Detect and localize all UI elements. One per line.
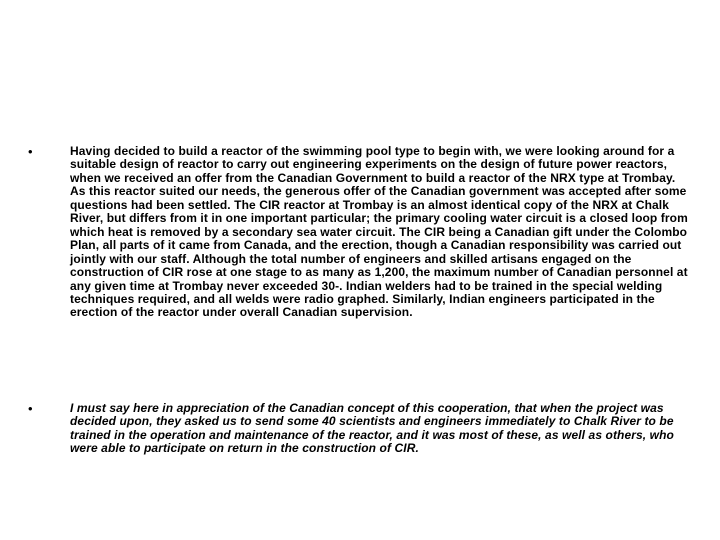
bullet-paragraph-canadian-cooperation: I must say here in appreciation of the Canadian concept of this cooperation, that when the project was decided upon, they asked us to send some 40 scientists and engineers immediately to Chalk River to be trained in the operation and maintenance of the reactor, and it was most of these, as well as others, who were able to participate on return in the construction of CIR. xyxy=(70,401,674,456)
bullet-marker: • xyxy=(28,401,33,416)
bullet-marker: • xyxy=(28,144,33,159)
bullet-paragraph-cir-reactor: Having decided to build a reactor of the swimming pool type to begin with, we were looking around for a suitable design of reactor to carry out engineering experiments on the design of future power reactors, when we received an offer from the Canadian Government to build a reactor of the NRX type at Trombay. As this reactor suited our needs, the generous offer of the Canadian government was accepted after some questions had been settled. The CIR reactor at Trombay is an almost identical copy of the NRX at Chalk River, but differs from it in one important particular; the primary cooling water circuit is a closed loop from which heat is removed by a secondary sea water circuit. The CIR being a Canadian gift under the Colombo Plan, all parts of it came from Canada, and the erection, though a Canadian responsibility was carried out jointly with our staff. Although the total number of engineers and skilled artisans engaged on the construction of CIR rose at one stage to as many as 1,200, the maximum number of Canadian personnel at any given time at Trombay never exceeded 30-. Indian welders had to be trained in the special welding techniques required, and all welds were radio graphed. Similarly, Indian engineers participated in the erection of the reactor under overall Canadian supervision. xyxy=(70,144,688,320)
